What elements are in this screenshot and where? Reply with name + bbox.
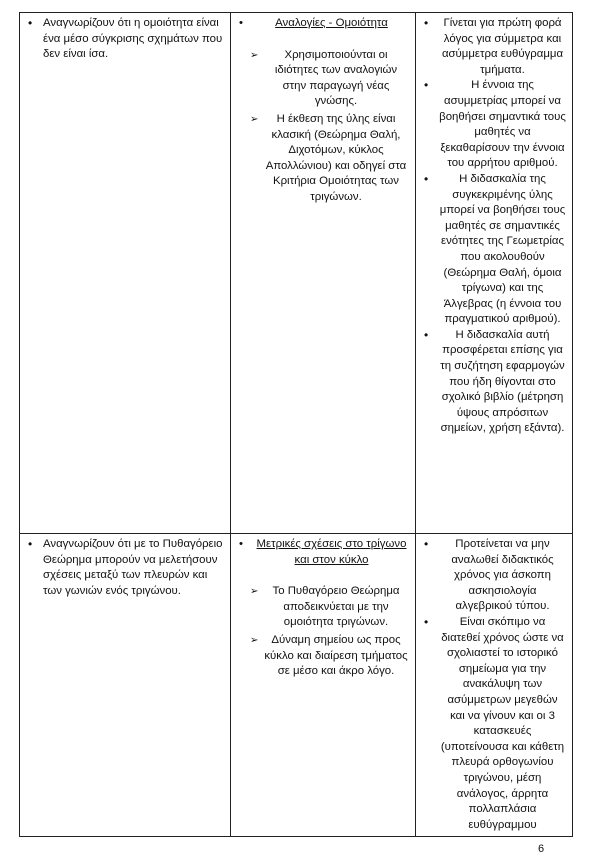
topic-items-list (237, 48, 409, 206)
note-item: • Η έννοια της ασυμμετρίας μπορεί να βοηθήσει σημαντικά τους μαθητές να ξεκαθαρίσουν την έννοια του αρρήτου αριθμού. (422, 78, 566, 172)
note-item: • Προτείνεται να μην αναλωθεί διδακτικός χρόνος για άσκοπη ασκησιολογία αλγεβρικού τύπου. (422, 537, 566, 615)
objectives-list (26, 16, 224, 63)
table-row (20, 534, 573, 837)
topic-cell (231, 13, 416, 534)
table-row (20, 13, 573, 534)
topic-item: ➢ Δύναμη σημείου ως προς κύκλο και διαίρεση τμήματος σε μέσο και άκρο λόγο. (237, 633, 409, 680)
topic-item: ➢ Η έκθεση της ύλης είναι κλασική (Θεώρημα Θαλή, Διχοτόμων, κύκλος Απολλώνιου) και οδηγεί στα Κριτήρια Ομοιότητας των τριγώνων. (237, 112, 409, 206)
objectives-cell (20, 534, 231, 837)
topic-title: • Αναλογίες - Ομοιότητα (237, 16, 409, 32)
objectives-cell (20, 13, 231, 534)
note-item: • Είναι σκόπιμο να διατεθεί χρόνος ώστε να σχολιαστεί το ιστορικό σημείωμα για την ανακάλυψη των ασύμμετρων μεγεθών και να γίνουν και οι 3 κατασκευές (υποτείνουσα και κάθετη πλευρά ορθογωνίου τριγώνου, μέση ανάλογος, άρρητα πολλαπλάσια ευθύγραμμου (422, 615, 566, 833)
note-item: • Η διδασκαλία της συγκεκριμένης ύλης μπορεί να βοηθήσει τους μαθητές σε σημαντικές ενότητες της Γεωμετρίας που ακολουθούν (Θεώρημα Θαλή, όμοια τρίγωνα) και της Άλγεβρας (η έννοια του πραγματικού αριθμού). (422, 172, 566, 328)
notes-list (422, 16, 566, 437)
objective-item: • Αναγνωρίζουν ότι με το Πυθαγόρειο Θεώρημα μπορούν να μελετήσουν σχέσεις μεταξύ των πλευρών και των γωνιών ενός τριγώνου. (26, 537, 224, 599)
topic-title: • Μετρικές σχέσεις στο τρίγωνο και στον κύκλο (237, 537, 409, 568)
topic-item: ➢ Το Πυθαγόρειο Θεώρημα αποδεικνύεται με την ομοιότητα τριγώνων. (237, 584, 409, 631)
note-item: • Γίνεται για πρώτη φορά λόγος για σύμμετρα και ασύμμετρα ευθύγραμμα τμήματα. (422, 16, 566, 78)
curriculum-table (19, 12, 573, 837)
notes-cell (416, 534, 573, 837)
topic-items-list (237, 584, 409, 680)
page-number: 6 (538, 843, 545, 855)
notes-cell (416, 13, 573, 534)
topic-cell (231, 534, 416, 837)
topic-item: ➢ Χρησιμοποιούνται οι ιδιότητες των αναλογιών στην παραγωγή νέας γνώσης. (237, 48, 409, 110)
objective-item: • Αναγνωρίζουν ότι η ομοιότητα είναι ένα μέσο σύγκρισης σχημάτων που δεν είναι ίσα. (26, 16, 224, 63)
notes-list (422, 537, 566, 833)
objectives-list (26, 537, 224, 599)
note-item: • Η διδασκαλία αυτή προσφέρεται επίσης για τη συζήτηση εφαρμογών που ήδη θίγονται στο σχολικό βιβλίο (μέτρηση ύψους απρόσιτων σημείων, χρήση εξάντα). (422, 328, 566, 437)
